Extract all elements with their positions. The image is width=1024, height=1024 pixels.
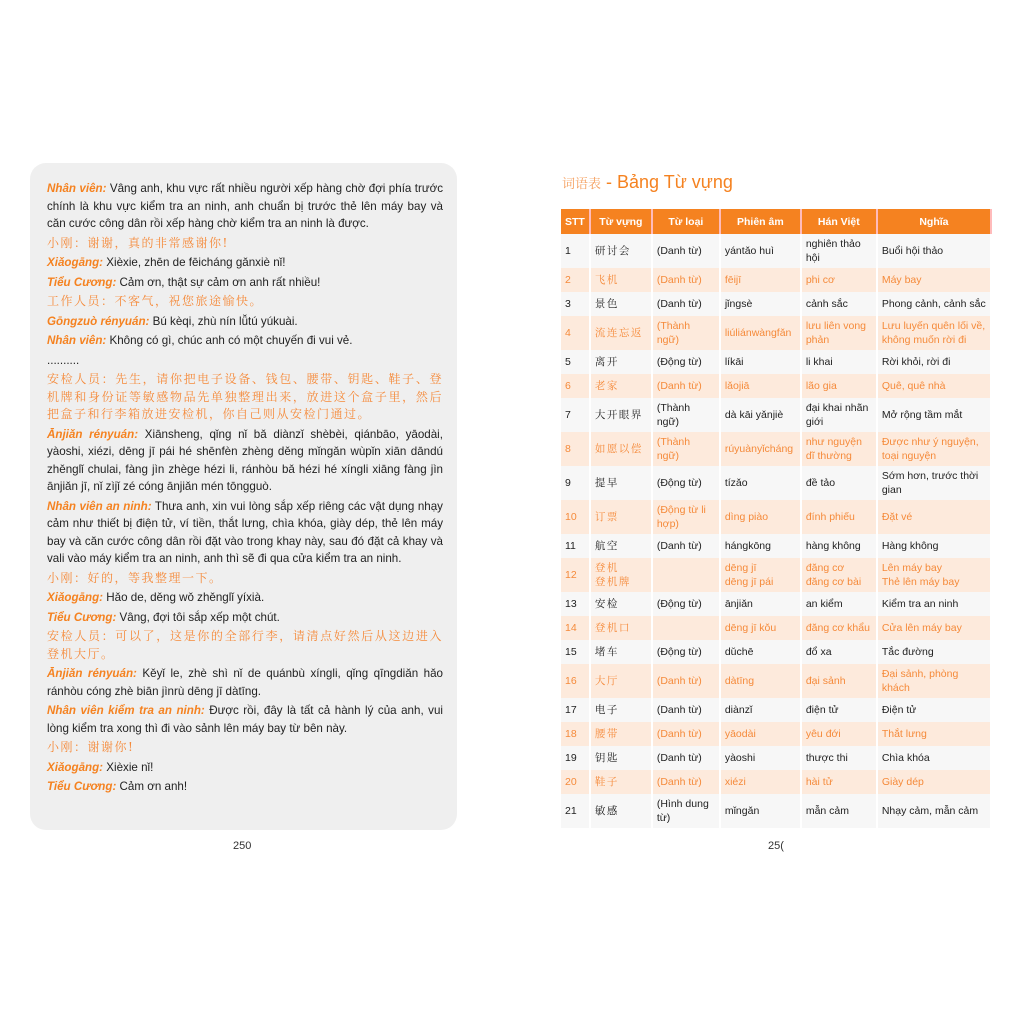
vocab-title-cn: 词语表 <box>562 177 602 192</box>
dialogue-line <box>47 702 443 737</box>
dialogue-line: 安检人员：可以了，这是你的全部行李，请清点好然后从这边进入登机大厅。 <box>47 629 443 661</box>
dialogue-line <box>47 426 443 496</box>
table-cell: 登机 登机牌 <box>590 558 652 592</box>
table-cell: dēng jī dēng jī pái <box>720 558 801 592</box>
vocab-table <box>561 209 992 828</box>
table-cell: Lưu luyến quên lối về, không muốn rời đi <box>877 316 991 350</box>
table-cell: đề tảo <box>801 466 877 500</box>
table-cell: Giày dép <box>877 770 991 794</box>
speech-text: Thưa anh, xin vui lòng sắp xếp riêng các vật dụng nhạy cảm như thiết bị điện tử, ví tiền, thắt lưng, chìa khóa, giày dép, thẻ lên máy bay và căn cước công dân rồi đặt vào trong khay này, sau đó đặt cả khay và vali vào máy kiểm tra an ninh, anh thì sẽ đi qua cửa kiểm tra an ninh. <box>47 499 443 565</box>
table-row <box>561 770 991 794</box>
page-number-left: 250 <box>233 840 252 852</box>
table-cell: 流连忘返 <box>590 316 652 350</box>
table-row <box>561 698 991 722</box>
speaker-name: Nhân viên: <box>47 334 107 347</box>
table-row <box>561 558 991 592</box>
dialogue-text <box>47 180 443 798</box>
column-header: Từ loại <box>652 209 720 234</box>
table-cell: (Động từ) <box>652 466 720 500</box>
speaker-name: Xiǎogāng: <box>47 760 104 774</box>
table-cell: Cửa lên máy bay <box>877 616 991 640</box>
dialogue-line <box>47 759 443 777</box>
speaker-name: Ānjiǎn rényuán: <box>47 427 139 441</box>
table-cell: 7 <box>561 398 590 432</box>
table-cell: 21 <box>561 794 590 828</box>
table-cell: 大开眼界 <box>590 398 652 432</box>
dialogue-line <box>47 589 443 607</box>
table-cell: Mở rộng tầm mắt <box>877 398 991 432</box>
table-cell: (Danh từ) <box>652 292 720 316</box>
table-cell: yāodài <box>720 722 801 746</box>
table-cell: 14 <box>561 616 590 640</box>
table-cell: 8 <box>561 432 590 466</box>
table-cell: lão gia <box>801 374 877 398</box>
table-cell: đăng cơ đăng cơ bài <box>801 558 877 592</box>
dialogue-line: .......... <box>47 353 80 367</box>
table-cell: (Danh từ) <box>652 664 720 698</box>
table-row <box>561 432 991 466</box>
dialogue-line: 小刚：谢谢，真的非常感谢你! <box>47 235 229 250</box>
dialogue-line <box>47 180 443 233</box>
table-cell: đăng cơ khẩu <box>801 616 877 640</box>
table-cell <box>652 616 720 640</box>
table-cell: 16 <box>561 664 590 698</box>
speech-text: Xiānsheng, qǐng nǐ bǎ diànzǐ shèbèi, qiánbāo, yāodài, yàoshi, xiézi, dēng jī pái hé shēnfèn zhèng děng mǐngǎn wùpǐn xiān dāndú zhěnglǐ chulai, fàng jìn zhège hézi li, ránhòu bǎ hézi hé xíngli xiāng fàng jìn ānjiǎn jī, nǐ zìjǐ zé cóng ānjiǎn mén tōngguò. <box>47 427 443 493</box>
table-cell: 20 <box>561 770 590 794</box>
dialogue-line <box>47 254 443 272</box>
table-cell: 10 <box>561 500 590 534</box>
table-cell: 景色 <box>590 292 652 316</box>
table-cell: ānjiǎn <box>720 592 801 616</box>
table-cell: cảnh sắc <box>801 292 877 316</box>
table-cell: 登机口 <box>590 616 652 640</box>
table-cell: Sớm hơn, trước thời gian <box>877 466 991 500</box>
table-cell: đính phiếu <box>801 500 877 534</box>
page-number-right: 25( <box>768 840 784 852</box>
speech-text: Xièxie nǐ! <box>103 760 154 774</box>
table-cell: 12 <box>561 558 590 592</box>
dialogue-line: 小刚：好的，等我整理一下。 <box>47 570 223 585</box>
table-cell: yántǎo huì <box>720 234 801 268</box>
table-row <box>561 592 991 616</box>
speaker-name: Tiểu Cương: <box>47 275 117 289</box>
table-cell: dàtīng <box>720 664 801 698</box>
table-cell: hài tử <box>801 770 877 794</box>
table-cell: 9 <box>561 466 590 500</box>
table-cell: thược thi <box>801 746 877 770</box>
table-header <box>561 209 991 234</box>
table-cell: (Thành ngữ) <box>652 432 720 466</box>
table-cell: Nhạy cảm, mẫn cảm <box>877 794 991 828</box>
table-cell: Được như ý nguyện, toại nguyện <box>877 432 991 466</box>
table-cell: xiézi <box>720 770 801 794</box>
dialogue-line <box>47 498 443 568</box>
table-cell: jǐngsè <box>720 292 801 316</box>
table-cell: Điện tử <box>877 698 991 722</box>
column-header: STT <box>561 209 590 234</box>
table-row <box>561 316 991 350</box>
table-cell: 3 <box>561 292 590 316</box>
table-row <box>561 722 991 746</box>
table-cell: Lên máy bay Thẻ lên máy bay <box>877 558 991 592</box>
speech-text: Xièxie, zhēn de fēicháng gǎnxiè nǐ! <box>103 256 286 269</box>
table-cell: Thắt lưng <box>877 722 991 746</box>
table-cell: 1 <box>561 234 590 268</box>
table-cell: dēng jī kǒu <box>720 616 801 640</box>
table-cell: (Danh từ) <box>652 770 720 794</box>
table-cell: Buổi hội thảo <box>877 234 991 268</box>
table-cell: (Động từ) <box>652 592 720 616</box>
speech-text: Được rồi, đây là tất cả hành lý của anh, vui lòng kiểm tra xong thì đi vào sảnh lên máy bay từ bên này. <box>47 704 443 735</box>
table-cell: (Động từ) <box>652 640 720 664</box>
table-cell: 钥匙 <box>590 746 652 770</box>
speech-text: Bú kèqi, zhù nín lǚtú yúkuài. <box>149 314 298 328</box>
table-cell: hángkōng <box>720 534 801 558</box>
table-cell: dà kāi yǎnjiè <box>720 398 801 432</box>
table-row <box>561 350 991 374</box>
speaker-name: Nhân viên: <box>47 182 107 195</box>
table-cell: phi cơ <box>801 268 877 292</box>
table-row <box>561 640 991 664</box>
table-cell: 4 <box>561 316 590 350</box>
table-cell: như nguyện dĩ thường <box>801 432 877 466</box>
table-cell: 17 <box>561 698 590 722</box>
dialogue-line: 安检人员：先生，请你把电子设备、钱包、腰带、钥匙、鞋子、登机牌和身份证等敏感物品先单独整理出来，放进这个盒子里，然后把盒子和行李箱放进安检机，你自己则从安检门通过。 <box>47 372 443 421</box>
table-cell: dǔchē <box>720 640 801 664</box>
table-cell: 研讨会 <box>590 234 652 268</box>
table-cell: (Động từ) <box>652 350 720 374</box>
speaker-name: Gōngzuò rényuán: <box>47 314 150 328</box>
table-row <box>561 534 991 558</box>
table-cell: 腰带 <box>590 722 652 746</box>
table-cell: li khai <box>801 350 877 374</box>
table-cell: 13 <box>561 592 590 616</box>
table-cell: 提早 <box>590 466 652 500</box>
table-cell: 18 <box>561 722 590 746</box>
speech-text: Không có gì, chúc anh có một chuyến đi vui vẻ. <box>106 334 353 347</box>
table-cell: hàng không <box>801 534 877 558</box>
column-header: Nghĩa <box>877 209 991 234</box>
dialogue-line <box>47 778 443 796</box>
table-row <box>561 466 991 500</box>
table-cell: Rời khỏi, rời đi <box>877 350 991 374</box>
table-cell: Tắc đường <box>877 640 991 664</box>
table-cell: Quê, quê nhà <box>877 374 991 398</box>
table-cell: Đặt vé <box>877 500 991 534</box>
table-cell: (Danh từ) <box>652 268 720 292</box>
table-cell: mẫn cảm <box>801 794 877 828</box>
table-cell: đổ xa <box>801 640 877 664</box>
speaker-name: Tiểu Cương: <box>47 610 117 624</box>
table-cell: Hàng không <box>877 534 991 558</box>
table-cell: lǎojiā <box>720 374 801 398</box>
table-cell: 大厅 <box>590 664 652 698</box>
table-cell <box>652 558 720 592</box>
table-cell: an kiểm <box>801 592 877 616</box>
speaker-name: Xiǎogāng: <box>47 256 104 269</box>
dialogue-line: 工作人员：不客气，祝您旅途愉快。 <box>47 294 264 308</box>
speaker-name: Xiǎogāng: <box>47 591 104 604</box>
table-cell: yêu đới <box>801 722 877 746</box>
table-row <box>561 616 991 640</box>
table-cell: 如愿以偿 <box>590 432 652 466</box>
table-cell: 15 <box>561 640 590 664</box>
table-cell: lưu liên vong phản <box>801 316 877 350</box>
table-cell: 2 <box>561 268 590 292</box>
table-cell: 离开 <box>590 350 652 374</box>
table-row <box>561 746 991 770</box>
table-cell: (Động từ li hợp) <box>652 500 720 534</box>
table-cell: 订票 <box>590 500 652 534</box>
table-cell: tízǎo <box>720 466 801 500</box>
table-cell: đại khai nhãn giới <box>801 398 877 432</box>
table-cell: (Danh từ) <box>652 234 720 268</box>
speaker-name: Tiểu Cương: <box>47 780 117 793</box>
table-cell: (Hình dung từ) <box>652 794 720 828</box>
table-cell: 11 <box>561 534 590 558</box>
dialogue-line <box>47 313 443 331</box>
column-header: Từ vựng <box>590 209 652 234</box>
table-cell: 安检 <box>590 592 652 616</box>
table-cell: 5 <box>561 350 590 374</box>
table-cell: (Thành ngữ) <box>652 316 720 350</box>
column-header: Hán Việt <box>801 209 877 234</box>
table-cell: điện tử <box>801 698 877 722</box>
table-cell: 鞋子 <box>590 770 652 794</box>
table-cell: Máy bay <box>877 268 991 292</box>
table-cell: líkāi <box>720 350 801 374</box>
table-cell: liúliánwàngfǎn <box>720 316 801 350</box>
table-row <box>561 500 991 534</box>
table-cell: yàoshi <box>720 746 801 770</box>
table-cell: 6 <box>561 374 590 398</box>
table-cell: 老家 <box>590 374 652 398</box>
table-cell: (Danh từ) <box>652 722 720 746</box>
dialogue-panel <box>30 163 457 830</box>
table-cell: 航空 <box>590 534 652 558</box>
dialogue-line: 小刚：谢谢你! <box>47 740 135 754</box>
table-cell: nghiên thảo hội <box>801 234 877 268</box>
table-cell: (Danh từ) <box>652 746 720 770</box>
vocab-title <box>562 172 733 193</box>
speaker-name: Nhân viên kiểm tra an ninh: <box>47 704 205 717</box>
speech-text: Hǎo de, děng wǒ zhěnglǐ yíxià. <box>103 591 265 604</box>
speech-text: Kěyǐ le, zhè shì nǐ de quánbù xíngli, qǐng qīngdiǎn hǎo ránhòu cóng zhè biān jìnrù dēng jī dàtīng. <box>47 667 443 698</box>
column-header: Phiên âm <box>720 209 801 234</box>
table-cell: rúyuànyǐcháng <box>720 432 801 466</box>
speaker-name: Nhân viên an ninh: <box>47 499 152 513</box>
dialogue-line <box>47 332 443 350</box>
table-row <box>561 292 991 316</box>
speech-text: Vâng anh, khu vực rất nhiều người xếp hàng chờ đợi phía trước chính là khu vực kiểm tra an ninh, anh chuẩn bị trước thẻ lên máy bay và căn cước công dân rồi xếp hàng chờ kiểm tra an ninh là được. <box>47 182 444 230</box>
table-row <box>561 664 991 698</box>
table-cell: (Thành ngữ) <box>652 398 720 432</box>
dialogue-line <box>47 609 443 627</box>
table-cell: 19 <box>561 746 590 770</box>
table-cell: diànzǐ <box>720 698 801 722</box>
vocab-title-vi: - Bảng Từ vựng <box>601 172 733 192</box>
speech-text: Vâng, đợi tôi sắp xếp một chút. <box>116 610 280 624</box>
table-row <box>561 398 991 432</box>
table-cell: (Danh từ) <box>652 698 720 722</box>
table-cell: dìng piào <box>720 500 801 534</box>
speech-text: Cảm ơn, thật sự cảm ơn anh rất nhiều! <box>116 275 321 289</box>
table-row <box>561 794 991 828</box>
table-cell: đại sảnh <box>801 664 877 698</box>
table-cell: (Danh từ) <box>652 374 720 398</box>
table-cell: Đại sảnh, phòng khách <box>877 664 991 698</box>
table-cell: 堵车 <box>590 640 652 664</box>
table-row <box>561 374 991 398</box>
speaker-name: Ānjiǎn rényuán: <box>47 667 137 680</box>
table-cell: fēijī <box>720 268 801 292</box>
table-cell: Kiểm tra an ninh <box>877 592 991 616</box>
speech-text: Cảm ơn anh! <box>116 780 188 793</box>
table-cell: 敏感 <box>590 794 652 828</box>
table-row <box>561 234 991 268</box>
table-cell: 飞机 <box>590 268 652 292</box>
table-cell: Phong cảnh, cảnh sắc <box>877 292 991 316</box>
dialogue-line <box>47 274 443 292</box>
table-cell: (Danh từ) <box>652 534 720 558</box>
table-cell: 电子 <box>590 698 652 722</box>
table-cell: mǐngǎn <box>720 794 801 828</box>
table-row <box>561 268 991 292</box>
table-cell: Chìa khóa <box>877 746 991 770</box>
dialogue-line <box>47 665 443 700</box>
